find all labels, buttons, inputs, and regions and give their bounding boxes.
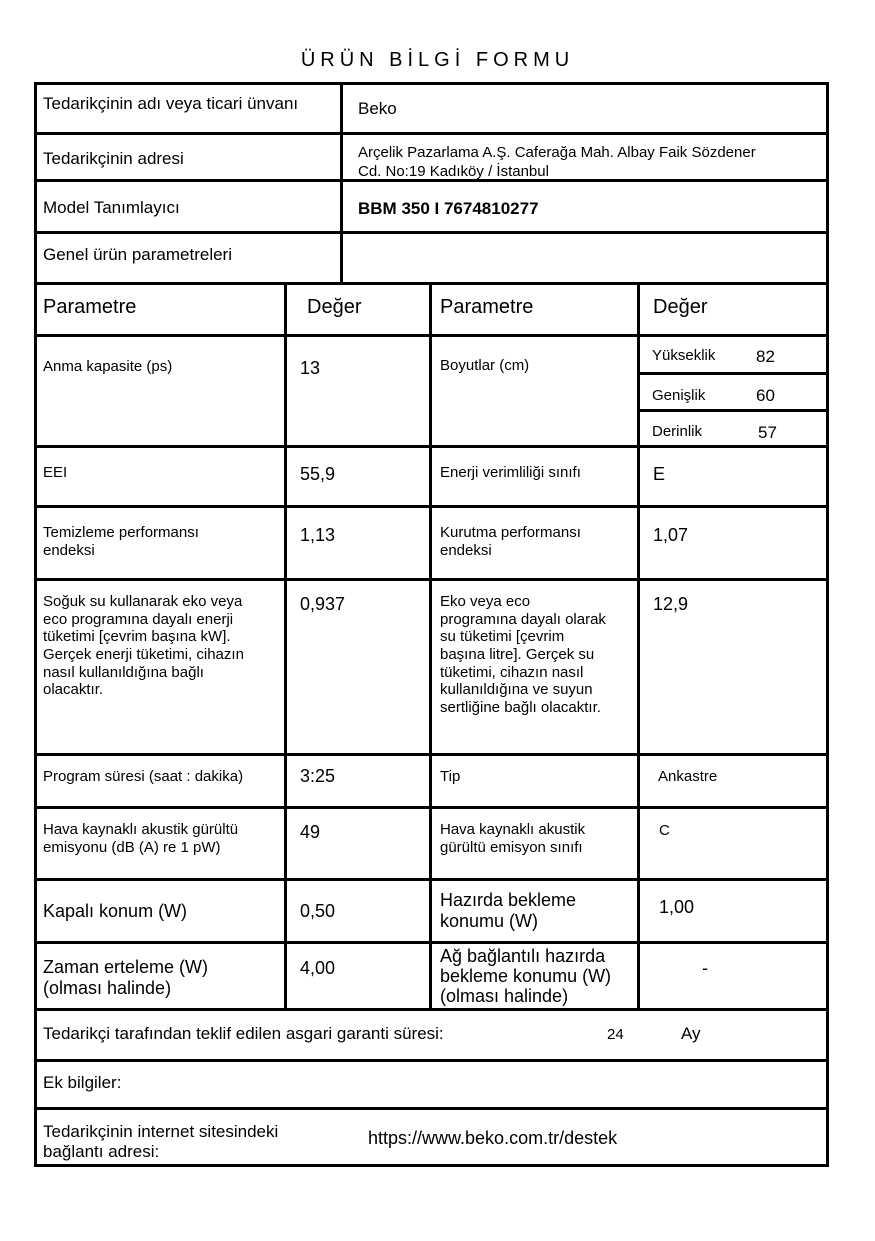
- noise-value: 49: [300, 822, 321, 842]
- type-label: Tip: [440, 768, 461, 785]
- supplier-address-label: Tedarikçinin adresi: [43, 149, 184, 168]
- drying-value: 1,07: [653, 525, 689, 545]
- header-parameter-2: Parametre: [440, 296, 534, 318]
- rule: [429, 282, 432, 1011]
- water-consumption-line: tüketimi, cihazın nasıl: [440, 663, 584, 681]
- rule: [639, 372, 829, 375]
- capacity-value: 13: [300, 358, 321, 378]
- height-value: 82: [756, 347, 775, 366]
- depth-value: 57: [758, 423, 777, 442]
- noise-class-label-line: Hava kaynaklı akustik: [440, 821, 586, 838]
- header-value-1: Değer: [307, 296, 362, 318]
- warranty-label: Tedarikçi tarafından teklif edilen asgari garanti süresi:: [43, 1024, 444, 1043]
- water-consumption-value: 12,9: [653, 594, 689, 614]
- rule: [34, 132, 829, 135]
- supplier-address-line1: Arçelik Pazarlama A.Ş. Caferağa Mah. Albay Faik Sözdener: [358, 144, 756, 161]
- energy-consumption-line: Gerçek enerji tüketimi, cihazın: [43, 646, 244, 664]
- supplier-name-label: Tedarikçinin adı veya ticari ünvanı: [43, 94, 299, 113]
- rule: [34, 1059, 829, 1062]
- rule: [284, 282, 287, 1011]
- delay-start-label-line: Zaman erteleme (W): [43, 957, 209, 977]
- eei-value: 55,9: [300, 464, 336, 484]
- drying-label: [440, 524, 581, 559]
- depth-label: Derinlik: [652, 423, 703, 440]
- eei-label: EEI: [43, 464, 68, 481]
- energy-consumption-value: 0,937: [300, 594, 346, 614]
- rule: [34, 1107, 829, 1110]
- drying-label-line: endeksi: [440, 541, 492, 559]
- dimensions-label: Boyutlar (cm): [440, 357, 530, 374]
- supplier-name-value: Beko: [358, 99, 397, 118]
- water-consumption-line: kullanıldığına ve suyun: [440, 681, 593, 699]
- energy-consumption-line: Soğuk su kullanarak eko veya: [43, 593, 243, 610]
- water-consumption-line: Eko veya eco: [440, 593, 531, 610]
- website-label-line: bağlantı adresi:: [43, 1141, 160, 1161]
- noise-class-value: C: [659, 822, 670, 839]
- standby-label-line: Hazırda bekleme: [440, 890, 577, 910]
- header-parameter-1: Parametre: [43, 296, 137, 318]
- energy-class-value: E: [653, 464, 666, 484]
- rule: [34, 231, 829, 234]
- website-link[interactable]: https://www.beko.com.tr/destek: [368, 1128, 618, 1148]
- standby-value: 1,00: [659, 897, 695, 917]
- warranty-value: 24: [607, 1026, 624, 1043]
- delay-start-value: 4,00: [300, 958, 336, 978]
- noise-label-line: emisyonu (dB (A) re 1 pW): [43, 838, 221, 856]
- program-duration-label: Program süresi (saat : dakika): [43, 768, 244, 785]
- water-consumption-label: [440, 593, 606, 717]
- cleaning-label-line: Temizleme performansı: [43, 524, 199, 541]
- height-label: Yükseklik: [652, 347, 716, 364]
- rule: [34, 82, 37, 1167]
- noise-label-line: Hava kaynaklı akustik gürültü: [43, 821, 239, 838]
- model-label: Model Tanımlayıcı: [43, 198, 180, 217]
- rule: [34, 82, 829, 85]
- noise-label: [43, 821, 238, 856]
- water-consumption-line: başına litre]. Gerçek su: [440, 646, 595, 664]
- off-mode-value: 0,50: [300, 901, 336, 921]
- energy-consumption-line: nasıl kullanıldığına bağlı: [43, 663, 204, 681]
- cleaning-value: 1,13: [300, 525, 336, 545]
- drying-label-line: Kurutma performansı: [440, 524, 581, 541]
- water-consumption-line: sertliğine bağlı olacaktır.: [440, 699, 601, 717]
- energy-consumption-line: eco programına dayalı enerji: [43, 610, 234, 628]
- energy-class-label: Enerji verimliliği sınıfı: [440, 464, 581, 481]
- energy-consumption-label: [43, 593, 244, 699]
- delay-start-label: [43, 957, 208, 999]
- rule: [826, 82, 829, 1167]
- rule: [34, 1164, 829, 1167]
- rule: [340, 82, 343, 285]
- networked-standby-label-line: bekleme konumu (W): [440, 966, 612, 987]
- width-value: 60: [756, 386, 775, 405]
- standby-label-line: konumu (W): [440, 911, 539, 932]
- energy-consumption-line: tüketimi [çevrim başına kW].: [43, 628, 231, 646]
- width-label: Genişlik: [652, 387, 706, 404]
- standby-label: [440, 890, 576, 932]
- extra-info-label: Ek bilgiler:: [43, 1073, 122, 1092]
- rule: [639, 409, 829, 412]
- water-consumption-line: su tüketimi [çevrim: [440, 628, 565, 646]
- header-value-2: Değer: [653, 296, 708, 318]
- off-mode-label: Kapalı konum (W): [43, 901, 188, 921]
- networked-standby-label: [440, 946, 611, 1006]
- networked-standby-label-line: (olması halinde): [440, 986, 569, 1007]
- networked-standby-value: -: [702, 958, 708, 978]
- capacity-label: Anma kapasite (ps): [43, 358, 173, 375]
- page-title: ÜRÜN BİLGİ FORMU: [300, 49, 575, 71]
- type-value: Ankastre: [658, 768, 718, 785]
- delay-start-label-line: (olması halinde): [43, 978, 172, 999]
- cleaning-label-line: endeksi: [43, 541, 95, 559]
- noise-class-label-line: gürültü emisyon sınıfı: [440, 838, 583, 856]
- water-consumption-line: programına dayalı olarak: [440, 610, 606, 628]
- program-duration-value: 3:25: [300, 766, 336, 786]
- model-value: BBM 350 I 7674810277: [358, 199, 539, 218]
- networked-standby-label-line: Ağ bağlantılı hazırda: [440, 946, 606, 966]
- warranty-unit: Ay: [681, 1024, 701, 1043]
- rule: [637, 282, 640, 1011]
- website-label-line: Tedarikçinin internet sitesindeki: [43, 1122, 279, 1141]
- website-label: [43, 1122, 278, 1161]
- energy-consumption-line: olacaktır.: [43, 681, 104, 699]
- noise-class-label: [440, 821, 585, 856]
- general-params-label: Genel ürün parametreleri: [43, 245, 232, 264]
- cleaning-label: [43, 524, 199, 559]
- supplier-address-line2: Cd. No:19 Kadıköy / İstanbul: [358, 163, 549, 180]
